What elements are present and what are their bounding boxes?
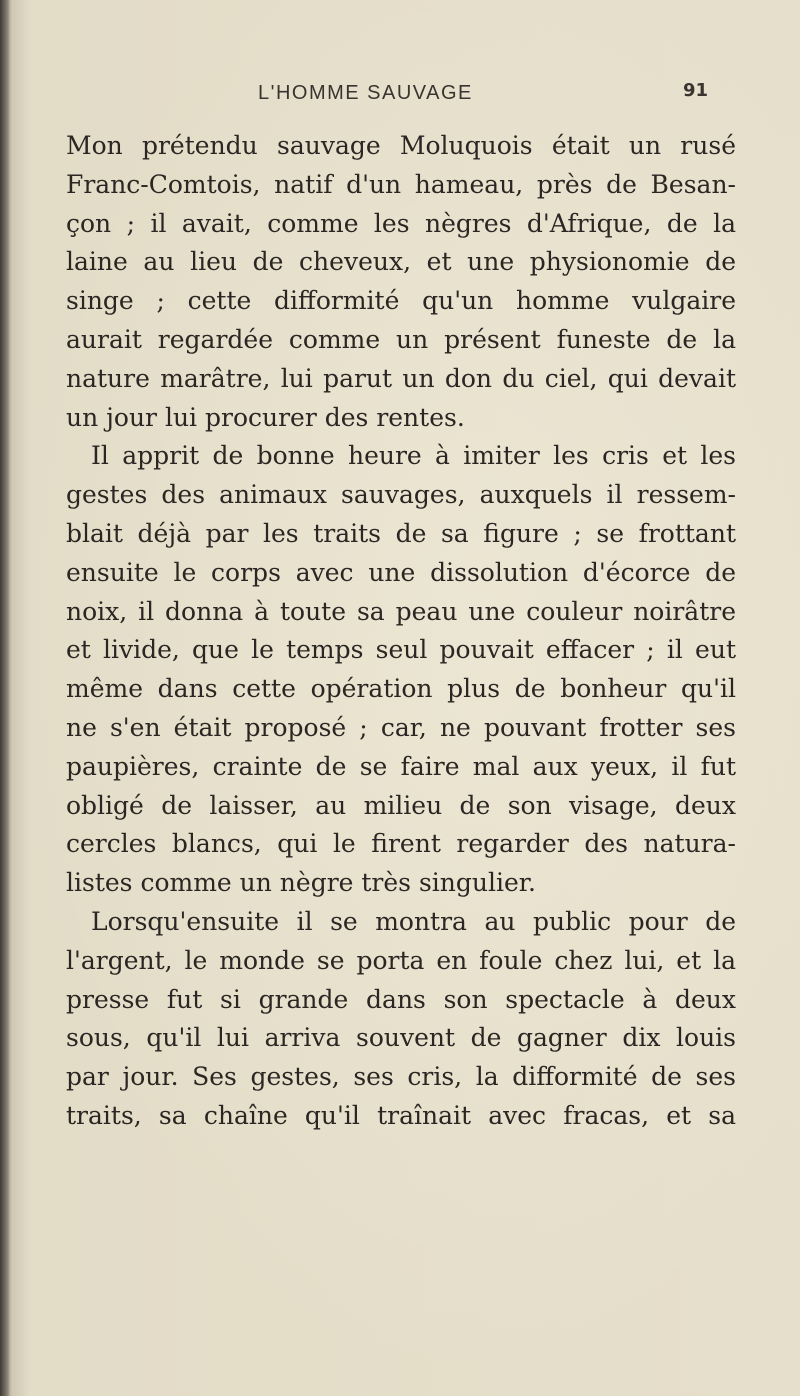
page-binding-edge: [0, 0, 10, 1396]
text-line: nature marâtre, lui parut un don du ciel, qui devait: [66, 363, 736, 393]
text-line: Lorsqu'ensuite il se montra au public pour de: [91, 906, 736, 936]
text-line: laine au lieu de cheveux, et une physionomie de: [66, 247, 736, 277]
text-line: ensuite le corps avec une dissolution d'écorce de: [66, 557, 736, 587]
text-line: Mon prétendu sauvage Moluquois était un rusé: [66, 131, 736, 160]
text-line: noix, il donna à toute sa peau une couleur noirâtre: [66, 596, 736, 626]
text-line: et livide, que le temps seul pouvait effacer ; il eut: [66, 635, 736, 665]
text-line: blait déjà par les traits de sa figure ; se frottant: [66, 518, 736, 548]
text-line: même dans cette opération plus de bonheur qu'il: [66, 674, 736, 704]
text-line: par jour. Ses gestes, ses cris, la difformité de ses: [66, 1062, 736, 1092]
running-title: L'HOMME SAUVAGE: [258, 82, 473, 104]
text-line: cercles blancs, qui le firent regarder des natura-: [66, 829, 736, 859]
text-line: sous, qu'il lui arriva souvent de gagner dix louis: [66, 1023, 736, 1053]
text-line: presse fut si grande dans son spectacle à deux: [66, 984, 736, 1014]
text-line: un jour lui procurer des rentes.: [66, 402, 465, 432]
text-line: paupières, crainte de se faire mal aux yeux, il fut: [66, 751, 736, 781]
text-line: gestes des animaux sauvages, auxquels il ressem-: [66, 480, 736, 510]
text-line: aurait regardée comme un présent funeste de la: [66, 324, 736, 354]
text-line: obligé de laisser, au milieu de son visage, deux: [66, 790, 736, 820]
text-line: listes comme un nègre très singulier.: [66, 868, 536, 898]
text-line: singe ; cette difformité qu'un homme vulgaire: [66, 286, 736, 316]
text-line: Franc-Comtois, natif d'un hameau, près de Besan-: [66, 169, 736, 199]
body-text: [66, 127, 736, 1136]
text-line: ne s'en était proposé ; car, ne pouvant frotter ses: [66, 712, 736, 742]
text-line: çon ; il avait, comme les nègres d'Afrique, de la: [66, 208, 736, 238]
page-number: 91: [683, 80, 709, 101]
text-line: traits, sa chaîne qu'il traînait avec fracas, et sa: [66, 1100, 736, 1130]
text-line: Il apprit de bonne heure à imiter les cris et les: [91, 441, 736, 471]
text-line: l'argent, le monde se porta en foule chez lui, et la: [66, 945, 736, 975]
